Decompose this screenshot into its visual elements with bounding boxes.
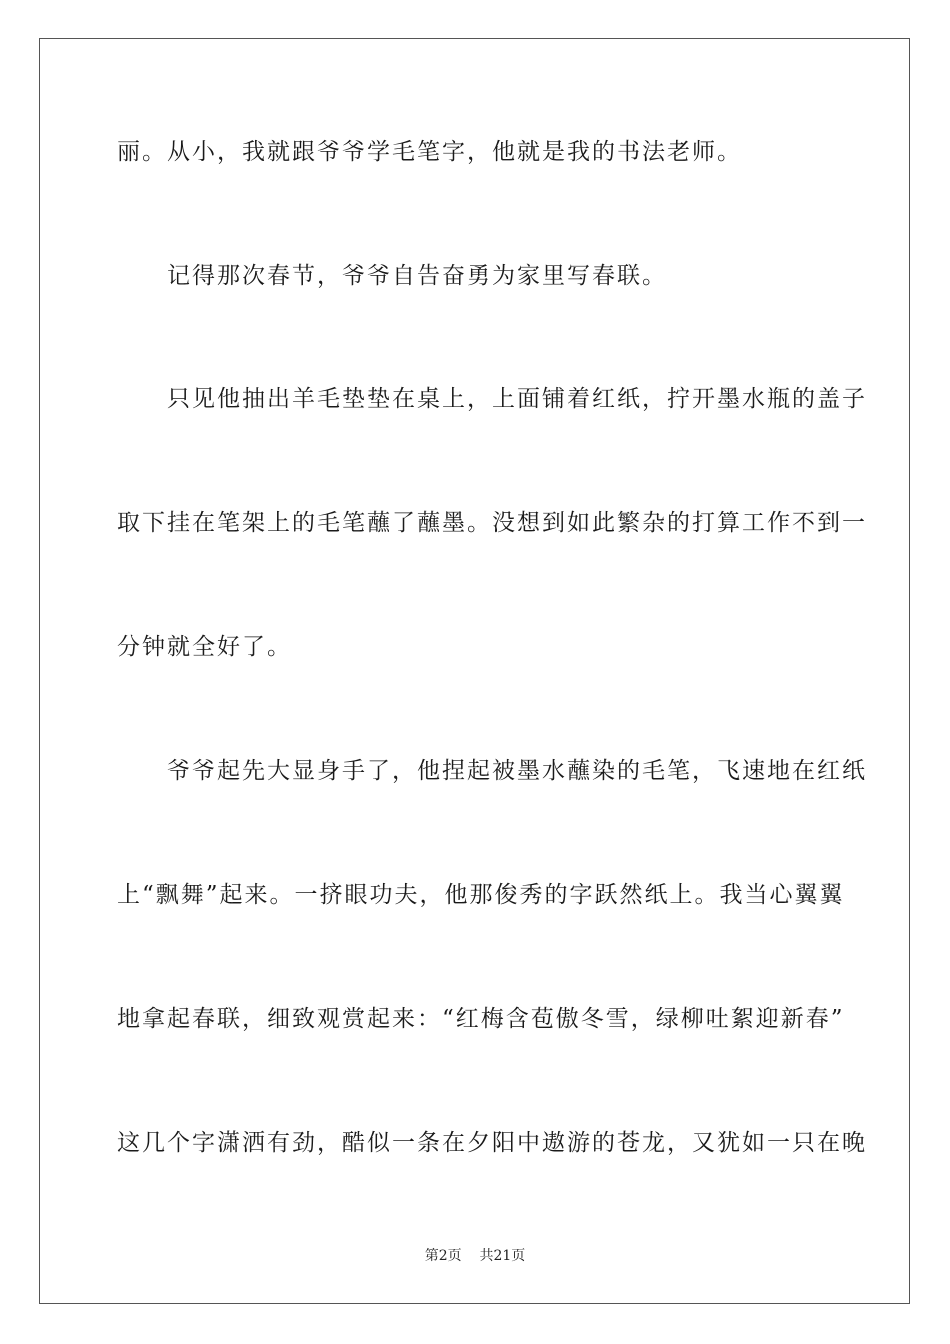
page-footer <box>0 1247 950 1265</box>
text-line: 分钟就全好了。 <box>117 634 292 660</box>
page-total: 共21页 <box>479 1248 526 1264</box>
text-line: 爷爷起先大显身手了，他捏起被墨水蘸染的毛笔，飞速地在红纸 <box>117 758 867 784</box>
text-line: 这几个字潇洒有劲，酷似一条在夕阳中遨游的苍龙，又犹如一只在晚 <box>117 1130 867 1156</box>
text-line: 地拿起春联，细致观赏起来：“红梅含苞傲冬雪，绿柳吐絮迎新春” <box>117 1006 845 1032</box>
page-frame <box>39 38 910 1304</box>
text-line: 取下挂在笔架上的毛笔蘸了蘸墨。没想到如此繁杂的打算工作不到一 <box>117 510 867 536</box>
text-line: 记得那次春节，爷爷自告奋勇为家里写春联。 <box>117 263 667 289</box>
text-line: 上“飘舞”起来。一挤眼功夫，他那俊秀的字跃然纸上。我当心翼翼 <box>117 882 845 908</box>
page-number: 第2页 <box>424 1248 462 1264</box>
text-line: 丽。从小，我就跟爷爷学毛笔字，他就是我的书法老师。 <box>117 139 742 165</box>
text-line: 只见他抽出羊毛垫垫在桌上，上面铺着红纸，拧开墨水瓶的盖子 <box>117 386 867 412</box>
